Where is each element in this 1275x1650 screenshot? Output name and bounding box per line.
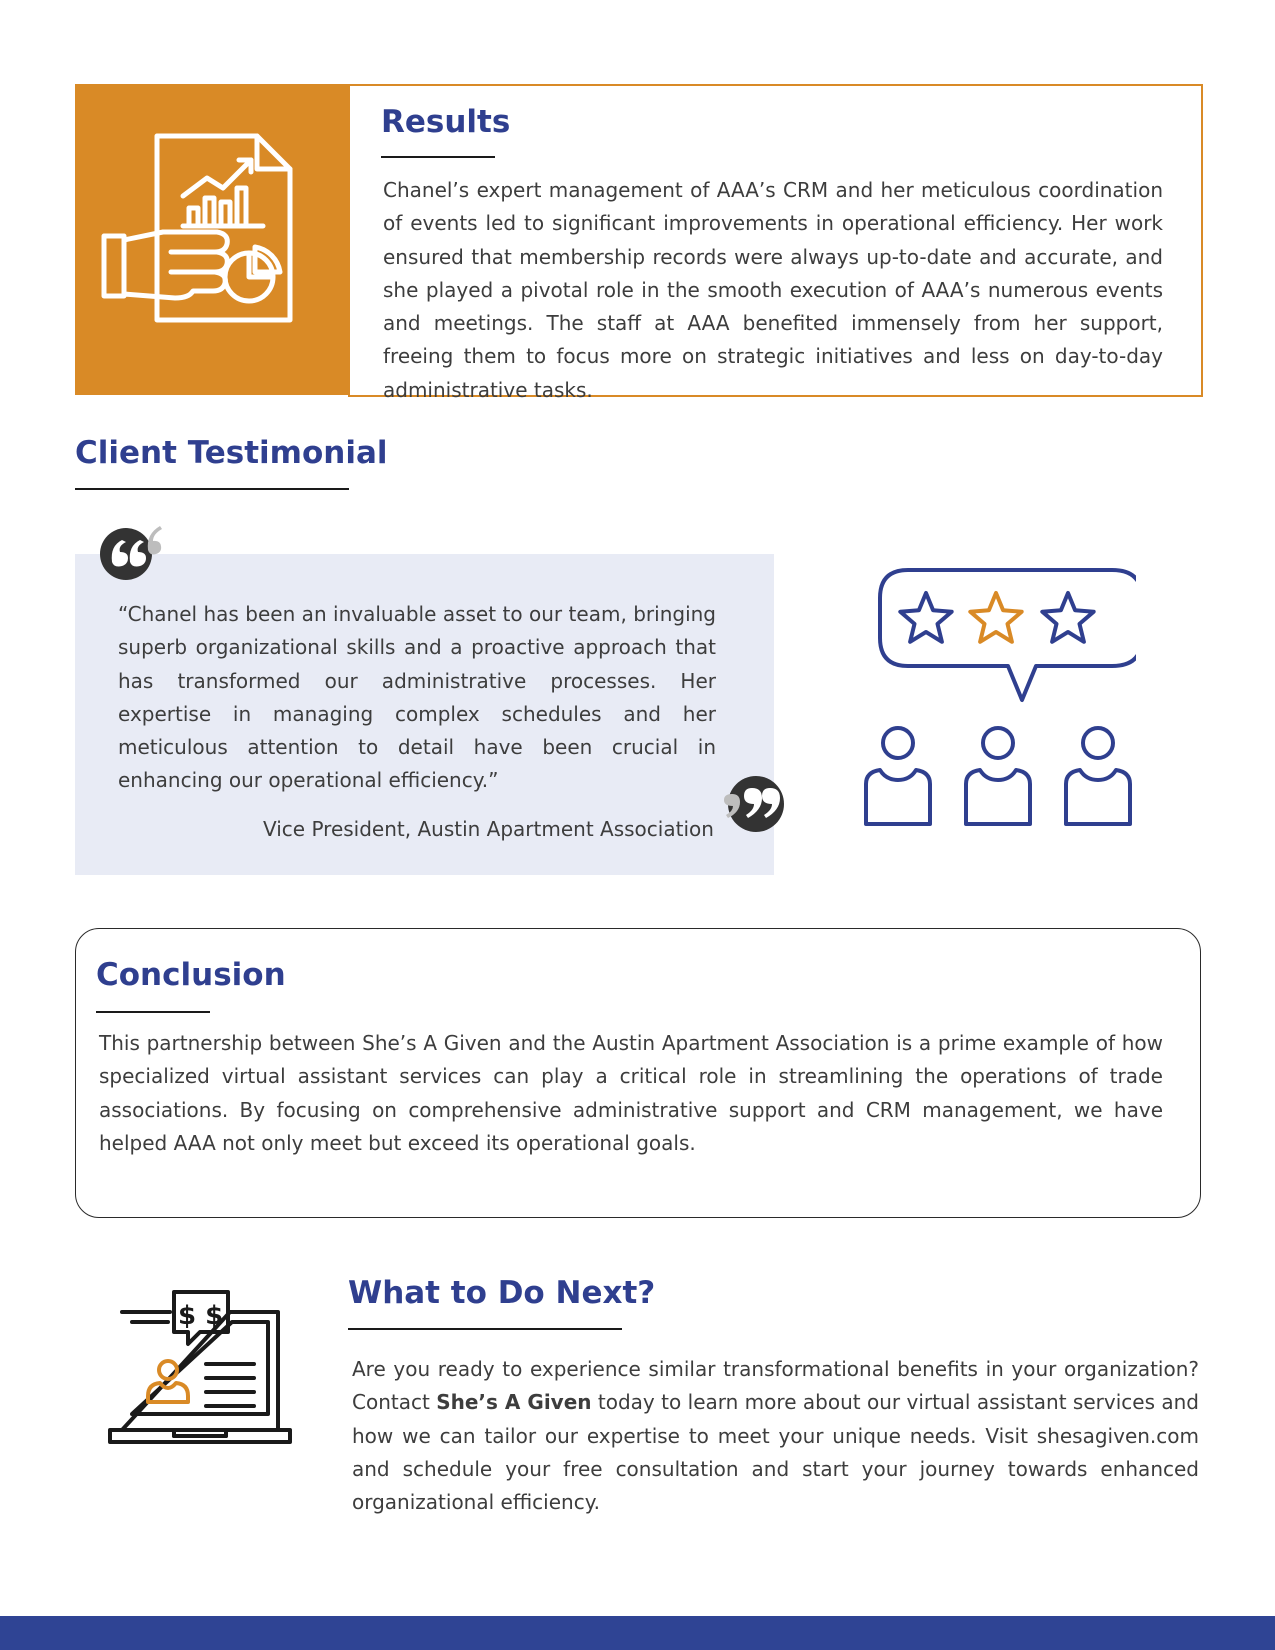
results-heading: Results	[381, 104, 511, 140]
testimonial-attribution: Vice President, Austin Apartment Association	[263, 817, 714, 841]
open-quote-icon	[98, 520, 176, 584]
report-hand-chart-icon	[75, 84, 349, 395]
results-panel	[348, 84, 1203, 402]
laptop-consultation-icon	[108, 1290, 298, 1450]
brand-name: She’s A Given	[436, 1390, 592, 1415]
close-quote-icon	[722, 774, 794, 834]
svg-text:$ $: $ $	[178, 1301, 224, 1331]
results-paragraph: Chanel’s expert management of AAA’s CRM and her meticulous coordination of events led to significant improvements in operational efficiency. Her work ensured that membership records were always up-to-date and accurate, and she played a pivotal role in the smooth execution of AAA’s numerous events and meetings. The staff at AAA benefited immensely from her support, freeing them to focus more on strategic initiatives and less on day-to-day administrative tasks.	[383, 178, 1163, 402]
testimonial-quote-text: “Chanel has been an invaluable asset to our team, bringing superb organizational skills and a proactive approach that has transformed our administrative processes. Her expertise in managing complex schedules and her meticulous attention to detail have been crucial in enhancing our operational efficiency.”	[118, 602, 716, 793]
testimonial-heading-underline	[75, 488, 349, 490]
results-icon-block	[75, 84, 349, 395]
conclusion-heading: Conclusion	[96, 957, 286, 993]
conclusion-paragraph: This partnership between She’s A Given and the Austin Apartment Association is a prime example of how specialized virtual assistant services can play a critical role in streamlining the operations of trade associations. By focusing on comprehensive administrative support and CRM management, we have helped AAA not only meet but exceed its operational goals.	[99, 1031, 1163, 1155]
footer-bar	[0, 1616, 1275, 1650]
conclusion-panel	[75, 928, 1201, 1218]
results-text	[383, 174, 1163, 407]
customer-rating-icon	[856, 560, 1136, 830]
results-heading-underline	[381, 156, 495, 158]
next-heading: What to Do Next?	[348, 1275, 656, 1311]
next-text-before: Are you ready to experience similar transformational benefits in your organization? Contact	[352, 1357, 1199, 1415]
next-heading-underline	[348, 1328, 622, 1330]
testimonial-quote	[118, 598, 716, 798]
next-text-after: today to learn more about our virtual assistant services and how we can tailor our expertise to meet your unique needs. Visit shesagiven.com and schedule your free consultation and start your journey towards enhanced organizational efficiency.	[352, 1390, 1200, 1515]
next-text	[352, 1353, 1199, 1519]
conclusion-heading-underline	[96, 1011, 210, 1013]
next-paragraph	[352, 1353, 1199, 1519]
testimonial-heading: Client Testimonial	[75, 435, 388, 471]
conclusion-text	[99, 1027, 1163, 1160]
